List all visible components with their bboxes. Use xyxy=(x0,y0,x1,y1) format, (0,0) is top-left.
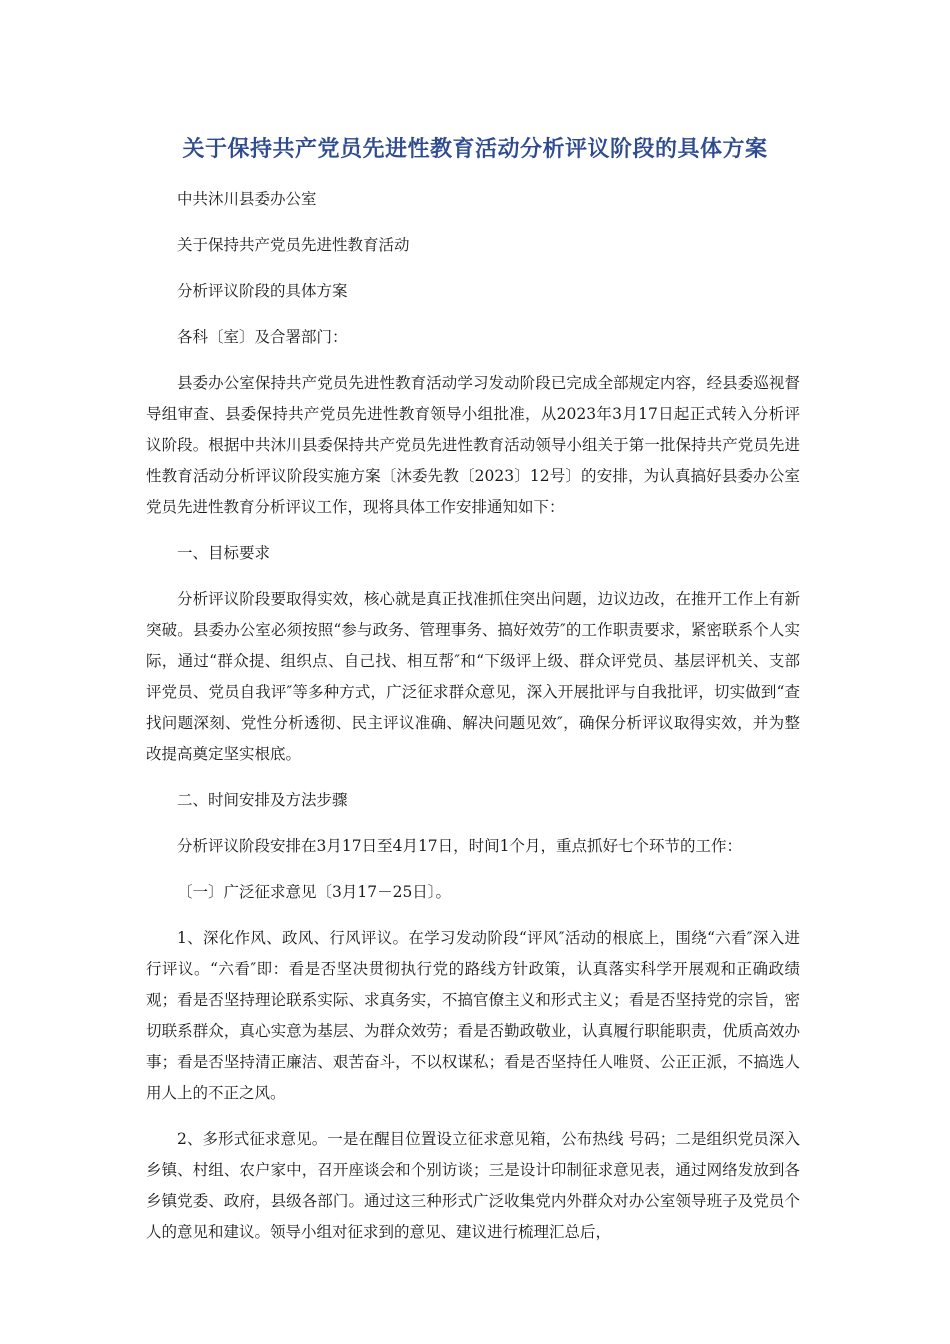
section-heading-2: 二、时间安排及方法步骤 xyxy=(177,791,348,809)
salutation: 各科〔室〕及合署部门： xyxy=(177,328,348,346)
document-body xyxy=(146,184,800,1263)
intro-paragraph: 县委办公室保持共产党员先进性教育活动学习发动阶段已完成全部规定内容，经县委巡视督导组审查、县委保持共产党员先进性教育领导小组批准，从2023年3月17日起正式转入分析评议阶段。根据中共沐川县委保持共产党员先进性教育活动领导小组关于第一批保持共产党员先进性教育活动分析评议阶段实施方案〔沐委先教〔2023〕12号〕的安排，为认真搞好县委办公室党员先进性教育分析评议工作，现将具体工作安排通知如下： xyxy=(146,374,800,516)
subtitle-line-2: 分析评议阶段的具体方案 xyxy=(177,282,348,300)
item-2-paragraph: 2、多形式征求意见。一是在醒目位置设立征求意见箱，公布热线 号码；二是组织党员深入乡镇、村组、农户家中，召开座谈会和个别访谈；三是设计印制征求意见表，通过网络发放到各乡镇党委、政府，县级各部门。通过这三种形式广泛收集党内外群众对办公室领导班子及党员个人的意见和建议。领导小组对征求到的意见、建议进行梳理汇总后， xyxy=(146,1130,800,1241)
goals-paragraph: 分析评议阶段要取得实效，核心就是真正找准抓住突出问题，边议边改，在推开工作上有新突破。县委办公室必须按照“参与政务、管理事务、搞好效劳″的工作职责要求，紧密联系个人实际，通过“群众提、组织点、自己找、相互帮″和“下级评上级、群众评党员、基层评机关、支部评党员、党员自我评″等多种方式，广泛征求群众意见，深入开展批评与自我批评，切实做到“查找问题深刻、党性分析透彻、民主评议准确、解决问题见效″，确保分析评议取得实效，并为整改提高奠定坚实根底。 xyxy=(146,590,800,763)
section-heading-1: 一、目标要求 xyxy=(177,544,271,562)
document-title: 关于保持共产党员先进性教育活动分析评议阶段的具体方案 xyxy=(182,137,768,162)
schedule-paragraph: 分析评议阶段安排在3月17日至4月17日，时间1个月，重点抓好七个环节的工作： xyxy=(177,837,743,855)
issuer-line: 中共沐川县委办公室 xyxy=(177,190,317,208)
subsection-heading-1: 〔一〕广泛征求意见〔3月17－25日〕。 xyxy=(177,883,452,901)
item-1-paragraph: 1、深化作风、政风、行风评议。在学习发动阶段“评风″活动的根底上，围绕“六看″深入进行评议。“六看″即：看是否坚决贯彻执行党的路线方针政策，认真落实科学开展观和正确政绩观；看是否坚持理论联系实际、求真务实，不搞官僚主义和形式主义；看是否坚持党的宗旨，密切联系群众，真心实意为基层、为群众效劳；看是否勤政敬业，认真履行职能职责，优质高效办事；看是否坚持清正廉洁、艰苦奋斗，不以权谋私；看是否坚持任人唯贤、公正正派，不搞选人用人上的不正之风。 xyxy=(146,929,800,1102)
subtitle-line-1: 关于保持共产党员先进性教育活动 xyxy=(177,236,410,254)
